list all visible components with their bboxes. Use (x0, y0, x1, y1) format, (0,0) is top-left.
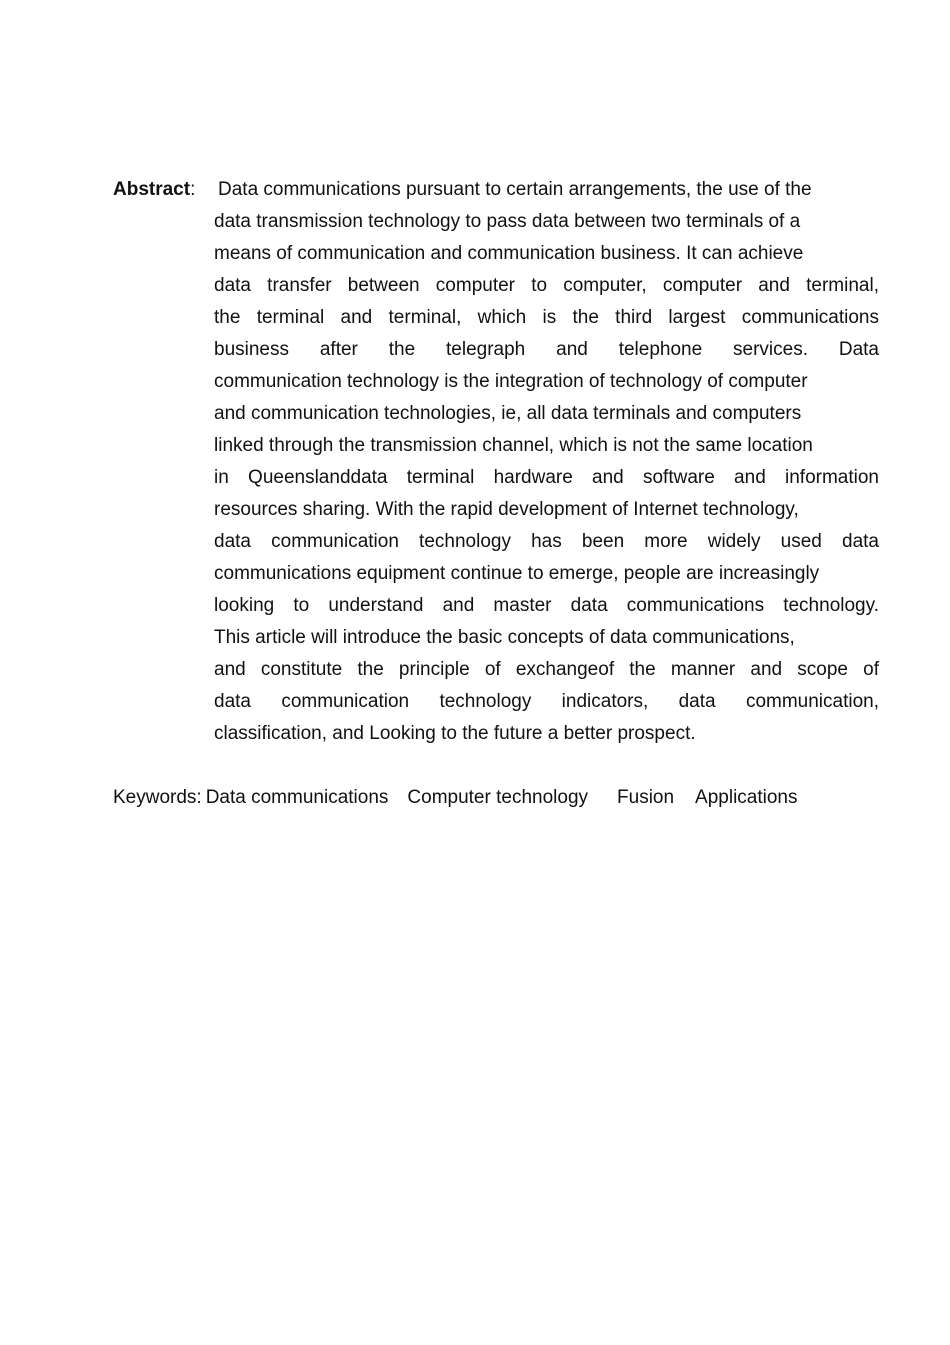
abstract-line: communication technology is the integration of technology of computer (214, 371, 808, 392)
abstract-body (214, 174, 879, 750)
keyword-item: Data communications (205, 787, 389, 808)
abstract-line: communications equipment continue to emerge, people are increasingly (214, 563, 820, 584)
abstract-line: business after the telegraph and telephone services. Data (214, 339, 879, 360)
abstract-line: This article will introduce the basic concepts of data communications, (214, 627, 795, 648)
keywords-section (113, 782, 798, 814)
abstract-line: in Queenslanddata terminal hardware and software and information (214, 467, 879, 488)
abstract-line: and constitute the principle of exchangeof the manner and scope of (214, 659, 879, 680)
abstract-line: data transfer between computer to computer, computer and terminal, (214, 275, 879, 296)
abstract-line: classification, and Looking to the future a better prospect. (214, 723, 696, 744)
abstract-label-text: Abstract (113, 179, 191, 200)
abstract-line: data transmission technology to pass data between two terminals of a (214, 211, 801, 232)
abstract-line: resources sharing. With the rapid development of Internet technology, (214, 499, 799, 520)
abstract-line: and communication technologies, ie, all data terminals and computers (214, 403, 802, 424)
abstract-colon: : (190, 179, 196, 200)
abstract-line: Data communications pursuant to certain arrangements, the use of the (218, 179, 812, 200)
abstract-line: data communication technology indicators, data communication, (214, 691, 879, 712)
keyword-item: Computer technology (407, 787, 589, 808)
keyword-item: Fusion (617, 787, 675, 808)
abstract-line: looking to understand and master data communications technology. (214, 595, 879, 616)
abstract-line: the terminal and terminal, which is the third largest communications (214, 307, 879, 328)
keywords-label: Keywords: (113, 787, 202, 808)
abstract-label (113, 174, 195, 206)
abstract-line: means of communication and communication business. It can achieve (214, 243, 804, 264)
abstract-line: linked through the transmission channel, which is not the same location (214, 435, 813, 456)
abstract-line: data communication technology has been more widely used data (214, 531, 879, 552)
keyword-item: Applications (695, 787, 798, 808)
